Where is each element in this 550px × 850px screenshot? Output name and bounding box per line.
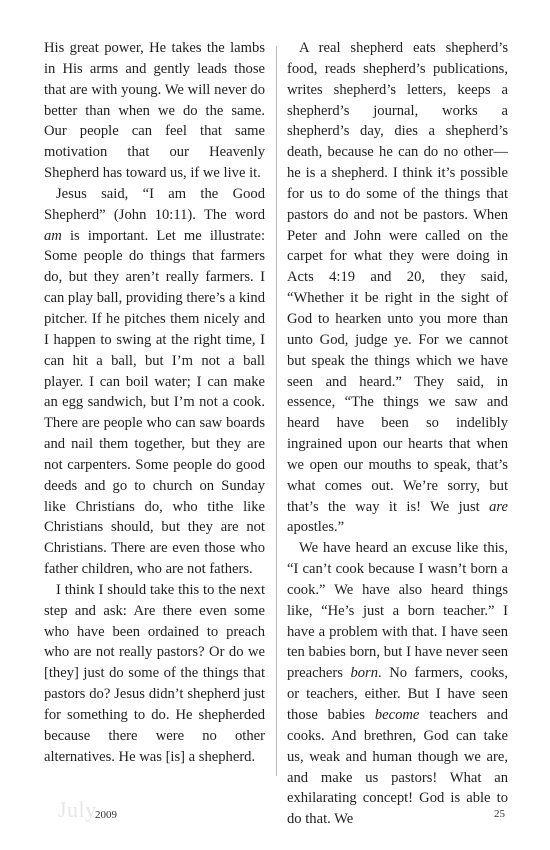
emphasis: am — [44, 227, 62, 244]
paragraph: We have heard an excuse like this, “I can’t cook because I wasn’t born a cook.” We have also heard things like, “He’s just a born teacher.” I have a problem with that. I have seen ten babies born, but I have never seen preachers born. No farmers, cooks, or teachers, either. But I have seen those babies become teachers and cooks. And brethren, God can take us, weak and human though we are, and make us pastors! What an exhilarating concept! God is able to do that. We — [287, 540, 509, 828]
footer-month: July — [58, 797, 97, 822]
column-divider — [276, 46, 277, 776]
paragraph: A real shepherd eats shepherd’s food, reads shepherd’s publications, writes shepherd’s letters, keeps a shepherd’s journal, works a shepherd’s day, dies a shepherd’s death, because he can do no other—he is a shepherd. I think it’s possible for us to do some of the things that pastors do and not be pastors. When Peter and John were called on the carpet for what they were doing in Acts 4:19 and 20, they said, “Whether it be right in the sight of God to hearken unto you more than unto God, judge ye. For we cannot but speak the things which we have seen and heard.” They said, in essence, “The things we saw and heard have been so indelibly ingrained upon our hearts that when we open our mouths to speak, that’s what comes out. We’re sorry, but that’s the way it is! We just are apostles.” — [287, 40, 508, 536]
paragraph: Jesus said, “I am the Good Shepherd” (John 10:11). The word am is important. Let me illustrate: Some people do things that farmers do, but they aren’t really farmers. I can play ball, providing there’s a kind pitcher. If he pitches them nicely and I happen to swing at the right time, I can hit a ball, but I’m not a ball player. I can boil water; I can make an egg sandwich, but I’m not a cook. There are people who can saw boards and nail them together, but they are not carpenters. Some people do good deeds and go to church on Sunday like Christians do, who tithe like Christians should, but they are not Christians. There are even those who father children, who are not fathers. — [44, 185, 265, 578]
emphasis: born — [350, 665, 379, 682]
footer-year: 2009 — [95, 809, 117, 821]
paragraph: I think I should take this to the next step and ask: Are there even some who have been ordained to preach who are not really pastors? Or do we [they] just do some of the things that pastors do? Jesus didn’t shepherd just for something to do. He shepherded because there were no other alternatives. He was [is] a shepherd. — [44, 581, 265, 765]
page-number: 25 — [494, 808, 505, 820]
emphasis: are — [489, 498, 508, 515]
right-column — [287, 38, 508, 830]
paragraph: His great power, He takes the lambs in His arms and gently leads those that are with young. We will never do better than when we do the same. Our people can feel that same motivation that our Heavenly Shepherd has toward us, if we live it. — [44, 40, 265, 182]
left-column — [44, 38, 265, 768]
emphasis: become — [374, 707, 420, 723]
